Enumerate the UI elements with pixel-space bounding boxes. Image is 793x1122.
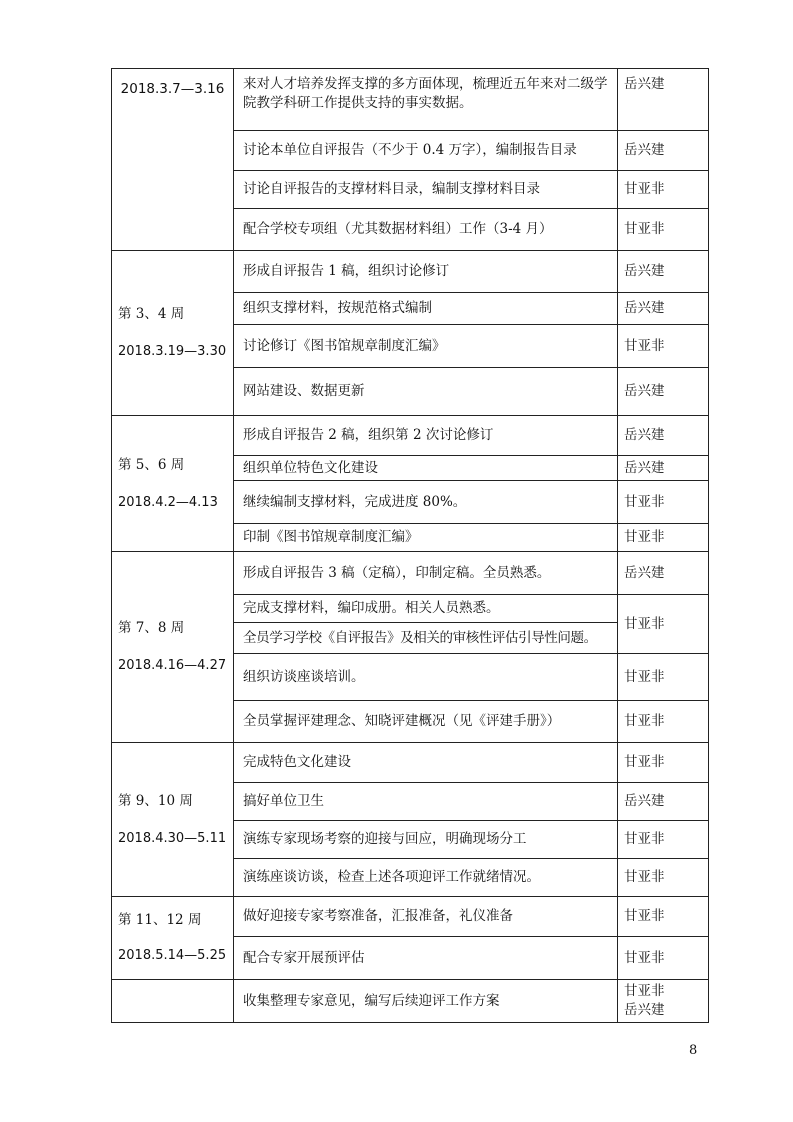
- person-cell: 岳兴建: [618, 552, 709, 595]
- period-date: 2018.4.16—4.27: [118, 658, 227, 673]
- week-group: [112, 251, 234, 416]
- person-cell: 甘亚非: [618, 171, 709, 209]
- table-row: [112, 897, 709, 937]
- week-label: 第 3、4 周: [118, 306, 185, 322]
- person-cell: 甘亚非: [618, 701, 709, 743]
- person-cell: 岳兴建: [618, 69, 709, 131]
- person-cell: 甘亚非: [618, 897, 709, 937]
- person-cell: 甘亚非: [618, 209, 709, 251]
- task-cell: 组织单位特色文化建设: [234, 456, 618, 481]
- week-label: 第 11、12 周: [118, 912, 202, 928]
- week-group: [112, 416, 234, 552]
- task-cell: 讨论本单位自评报告（不少于 0.4 万字），编制报告目录: [234, 131, 618, 171]
- week-group: [112, 552, 234, 743]
- table-row: [112, 416, 709, 456]
- task-cell: 演练座谈访谈，检查上述各项迎评工作就绪情况。: [234, 859, 618, 897]
- empty-cell: [112, 980, 234, 1023]
- person-cell: 甘亚非: [618, 595, 709, 654]
- task-cell: 形成自评报告 2 稿，组织第 2 次讨论修订: [234, 416, 618, 456]
- task-cell: 形成自评报告 3 稿（定稿），印制定稿。全员熟悉。: [234, 552, 618, 595]
- person-cell: 甘亚非: [618, 743, 709, 783]
- person-cell: 甘亚非: [618, 859, 709, 897]
- task-cell: 做好迎接专家考察准备，汇报准备，礼仪准备: [234, 897, 618, 937]
- task-cell: 组织支撑材料，按规范格式编制: [234, 293, 618, 325]
- task-cell: 演练专家现场考察的迎接与回应，明确现场分工: [234, 821, 618, 859]
- person-cell: 岳兴建: [618, 783, 709, 821]
- task-cell: 搞好单位卫生: [234, 783, 618, 821]
- task-cell: 配合专家开展预评估: [234, 937, 618, 980]
- period-date: 2018.3.19—3.30: [118, 344, 227, 359]
- task-cell: 印制《图书馆规章制度汇编》: [234, 524, 618, 552]
- person-cell: 甘亚非: [618, 821, 709, 859]
- week-label: 第 7、8 周: [118, 620, 185, 636]
- table-row: [112, 743, 709, 783]
- period-date: 2018.3.7—3.16: [112, 69, 234, 251]
- task-cell: 完成特色文化建设: [234, 743, 618, 783]
- person-cell: 岳兴建: [618, 251, 709, 293]
- week-label: 第 5、6 周: [118, 456, 185, 473]
- period-date: 2018.5.14—5.25: [118, 948, 227, 963]
- person-cell: 岳兴建: [618, 131, 709, 171]
- person-cell: 甘亚非: [618, 937, 709, 980]
- person-cell: 岳兴建: [618, 416, 709, 456]
- period-date: 2018.4.2—4.13: [118, 494, 218, 510]
- person-cell: 岳兴建: [618, 293, 709, 325]
- page-number: 8: [689, 1043, 698, 1058]
- person-cell: [618, 980, 709, 1023]
- week-group: [112, 743, 234, 897]
- person-name: 甘亚非: [624, 983, 665, 999]
- task-cell: 网站建设、数据更新: [234, 368, 618, 416]
- person-cell: 岳兴建: [618, 456, 709, 481]
- person-name: 岳兴建: [624, 1002, 665, 1018]
- task-cell: 讨论修订《图书馆规章制度汇编》: [234, 325, 618, 368]
- task-cell: 完成支撑材料，编印成册。相关人员熟悉。: [234, 595, 618, 623]
- task-cell: 继续编制支撑材料，完成进度 80%。: [234, 481, 618, 524]
- table-row: [112, 251, 709, 293]
- task-cell: 组织访谈座谈培训。: [234, 654, 618, 701]
- task-cell: 全员掌握评建理念、知晓评建概况（见《评建手册》）: [234, 701, 618, 743]
- task-cell: 讨论自评报告的支撑材料目录，编制支撑材料目录: [234, 171, 618, 209]
- person-cell: 甘亚非: [618, 481, 709, 524]
- task-cell: 全员学习学校《自评报告》及相关的审核性评估引导性问题。: [234, 623, 618, 654]
- task-cell: 配合学校专项组（尤其数据材料组）工作（3-4 月）: [234, 209, 618, 251]
- period-date: 2018.4.30—5.11: [118, 830, 227, 846]
- week-group: [112, 897, 234, 980]
- task-cell: 收集整理专家意见，编写后续迎评工作方案: [234, 980, 618, 1023]
- table-row: [112, 69, 709, 131]
- schedule-table: [111, 68, 709, 1023]
- task-cell: 来对人才培养发挥支撑的多方面体现，梳理近五年来对二级学院教学科研工作提供支持的事实数据。: [234, 69, 618, 131]
- table-row: [112, 552, 709, 595]
- person-cell: 甘亚非: [618, 654, 709, 701]
- task-cell: 形成自评报告 1 稿，组织讨论修订: [234, 251, 618, 293]
- week-label: 第 9、10 周: [118, 792, 193, 809]
- table-row: [112, 980, 709, 1023]
- person-cell: 甘亚非: [618, 325, 709, 368]
- person-cell: 甘亚非: [618, 524, 709, 552]
- person-cell: 岳兴建: [618, 368, 709, 416]
